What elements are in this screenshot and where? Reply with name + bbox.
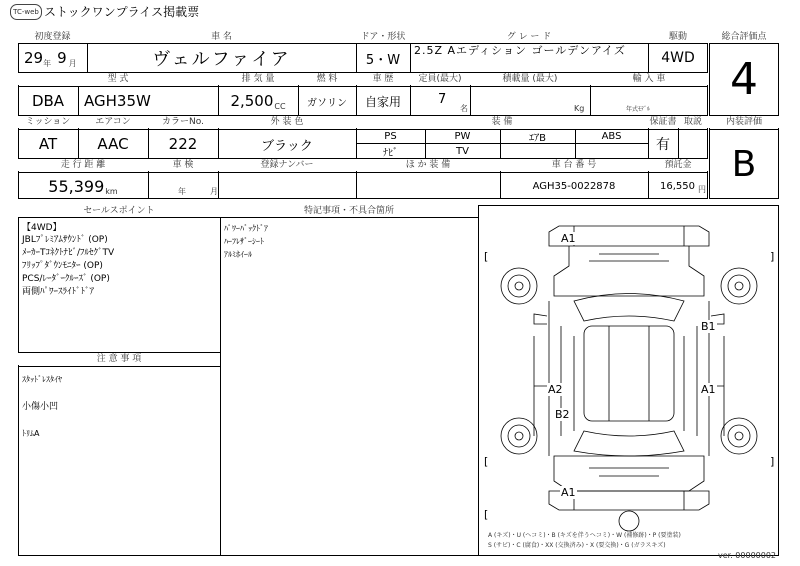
equip-ps: PS [384, 131, 397, 142]
label-cautions: 注 意 事 項 [18, 353, 220, 365]
capacity-cell [410, 87, 470, 115]
reg-month-value: 9 [57, 49, 67, 67]
label-chassis-no: 車 台 番 号 [500, 159, 648, 171]
model-value: AGH35W [84, 92, 151, 110]
equip-tv: TV [456, 145, 469, 157]
version-text: ver. 00000002 [718, 551, 777, 560]
mileage-unit: km [105, 186, 118, 196]
legend-line-2: S (サビ)・C (腐食)・XX (交換済み)・X (要交換)・G (ガラスキズ) [488, 542, 666, 549]
color-value: ブラック [261, 138, 313, 154]
mission-value: AT [38, 135, 58, 153]
mileage-cell [18, 173, 148, 199]
capacity-value: 7 [438, 92, 447, 107]
reg-year [20, 44, 86, 72]
label-overall-score: 総合評価点 [709, 31, 779, 43]
page-title: ストックワンプライス掲載票 [44, 5, 200, 19]
bracket: ] [770, 250, 775, 263]
label-manual: 取説 [678, 116, 708, 128]
label-aircon: エアコン [78, 116, 148, 128]
aircon-value: AAC [97, 135, 129, 153]
label-sales-points: セールスポイント [18, 205, 220, 217]
list-item: ｽﾀｯﾄﾞﾚｽﾀｲﾔ [22, 375, 62, 384]
label-fuel: 燃 料 [298, 73, 356, 85]
equip-airbag: ｴｱB [529, 133, 546, 144]
cautions-list [22, 373, 218, 441]
list-item: ｱﾙﾐﾎｲｰﾙ [224, 250, 252, 259]
grade-value: 2.5Z Aエディション ゴールデンアイズ [414, 44, 626, 57]
label-history: 車 歴 [356, 73, 410, 85]
list-item: ﾊｰﾌﾚｻﾞｰｼｰﾄ [224, 237, 264, 246]
label-model: 型 式 [18, 73, 218, 85]
list-item: JBLﾌﾟﾚﾐｱﾑｻｳﾝﾄﾞ (OP) [22, 235, 108, 245]
label-color-no: カラーNo. [148, 116, 218, 128]
list-item: ﾌﾘｯﾌﾟﾀﾞｳﾝﾓﾆﾀｰ (OP) [22, 261, 103, 271]
damage-mark-a2: A2 [548, 383, 563, 396]
chassis-no-value: AGH35-0022878 [532, 180, 616, 192]
label-interior-score: 内装評価 [709, 116, 779, 128]
inspection-month-unit: 月 [210, 187, 218, 196]
bracket: [ [484, 250, 489, 263]
inspection-year-unit: 年 [178, 187, 186, 196]
car-damage-diagram [479, 206, 778, 536]
displacement-value: 2,500 [230, 92, 274, 110]
label-price: 預託金 [648, 159, 708, 171]
legend-line-1: A (キズ)・U (ヘコミ)・B (キズを伴うヘコミ)・W (補修跡)・P (要塗装) [488, 532, 681, 539]
equip-pw: PW [454, 131, 471, 142]
label-displacement: 排 気 量 [218, 73, 298, 85]
color-no-value: 222 [168, 135, 198, 153]
label-other-equipment: ほ か 装 備 [356, 159, 500, 171]
list-item: 両側ﾊﾟﾜｰｽﾗｲﾄﾞﾄﾞｱ [22, 287, 95, 297]
label-special-notes: 特記事項・不具合箇所 [220, 205, 478, 217]
label-inspection: 車 検 [148, 159, 218, 171]
fuel-value: ガソリン [307, 97, 347, 109]
price-unit: 円 [698, 184, 706, 194]
mileage-value: 55,399 [48, 176, 105, 196]
model-prefix-value: DBA [31, 92, 65, 110]
history-value: 自家用 [364, 94, 401, 109]
capacity-unit: 名 [460, 104, 468, 113]
list-item: ﾄﾘﾑA [22, 429, 40, 438]
list-item: ﾒｰｶｰTｺﾈｸﾄﾅﾋﾞ/ﾌﾙｾｸﾞTV [22, 248, 115, 258]
price-value: 16,550 [660, 180, 695, 192]
drive-value: 4WD [661, 50, 695, 66]
damage-mark-a1-rear: A1 [561, 486, 576, 499]
bracket: [ [484, 508, 489, 521]
label-load: 積載量 (最大) [470, 73, 590, 85]
list-item: PCS/ﾚｰﾀﾞｰｸﾙｰｽﾞ (OP) [22, 274, 110, 284]
bracket: [ [484, 455, 489, 468]
label-mission: ミッション [18, 116, 78, 128]
equip-abs: ABS [601, 131, 622, 142]
reg-year-unit: 年 [43, 58, 52, 68]
label-equipment: 装 備 [356, 116, 648, 128]
list-item: ﾊﾟﾜｰﾊﾞｯｸﾄﾞｱ [224, 224, 268, 233]
displacement-cell [218, 87, 298, 115]
warranty-value: 有 [656, 137, 670, 153]
label-drive: 駆動 [648, 31, 708, 43]
label-plate: 登録ナンバー [218, 159, 356, 171]
bracket: ] [770, 455, 775, 468]
label-first-reg: 初度登録 [18, 31, 87, 43]
label-warranty: 保証書 [649, 117, 677, 127]
label-car-name: 車 名 [87, 31, 356, 43]
label-grade: グ レ ー ド [410, 31, 648, 43]
list-item: 【4WD】 [22, 223, 62, 233]
reg-month-unit: 月 [68, 58, 77, 68]
load-unit: Kg [574, 104, 585, 113]
list-item: 小傷小凹 [22, 402, 59, 412]
label-exterior: 外 装 色 [218, 116, 356, 128]
interior-score-value: B [731, 144, 757, 185]
damage-mark-b1: B1 [701, 320, 716, 333]
label-capacity: 定員(最大) [410, 73, 470, 85]
import-year-label: 年式ﾓﾃﾞﾙ [626, 106, 651, 113]
damage-mark-a1-side: A1 [701, 383, 716, 396]
damage-mark-b2: B2 [555, 408, 570, 421]
price-cell [648, 173, 708, 199]
equip-navi: ﾅﾋﾞ [383, 147, 398, 159]
damage-mark-a1-front: A1 [561, 232, 576, 245]
door-value: 5・W [365, 52, 401, 68]
label-door: ドア・形状 [356, 31, 410, 43]
displacement-unit: CC [274, 101, 286, 111]
special-notes-list [224, 222, 474, 261]
logo: TC-web [10, 4, 42, 20]
overall-score-value: 4 [730, 54, 758, 105]
label-mileage: 走 行 距 離 [18, 159, 148, 171]
car-name-value: ヴェルファイア [152, 49, 291, 70]
label-import: 輸 入 車 [590, 73, 708, 85]
sales-points-list [22, 222, 218, 299]
reg-year-value: 29 [24, 49, 44, 67]
